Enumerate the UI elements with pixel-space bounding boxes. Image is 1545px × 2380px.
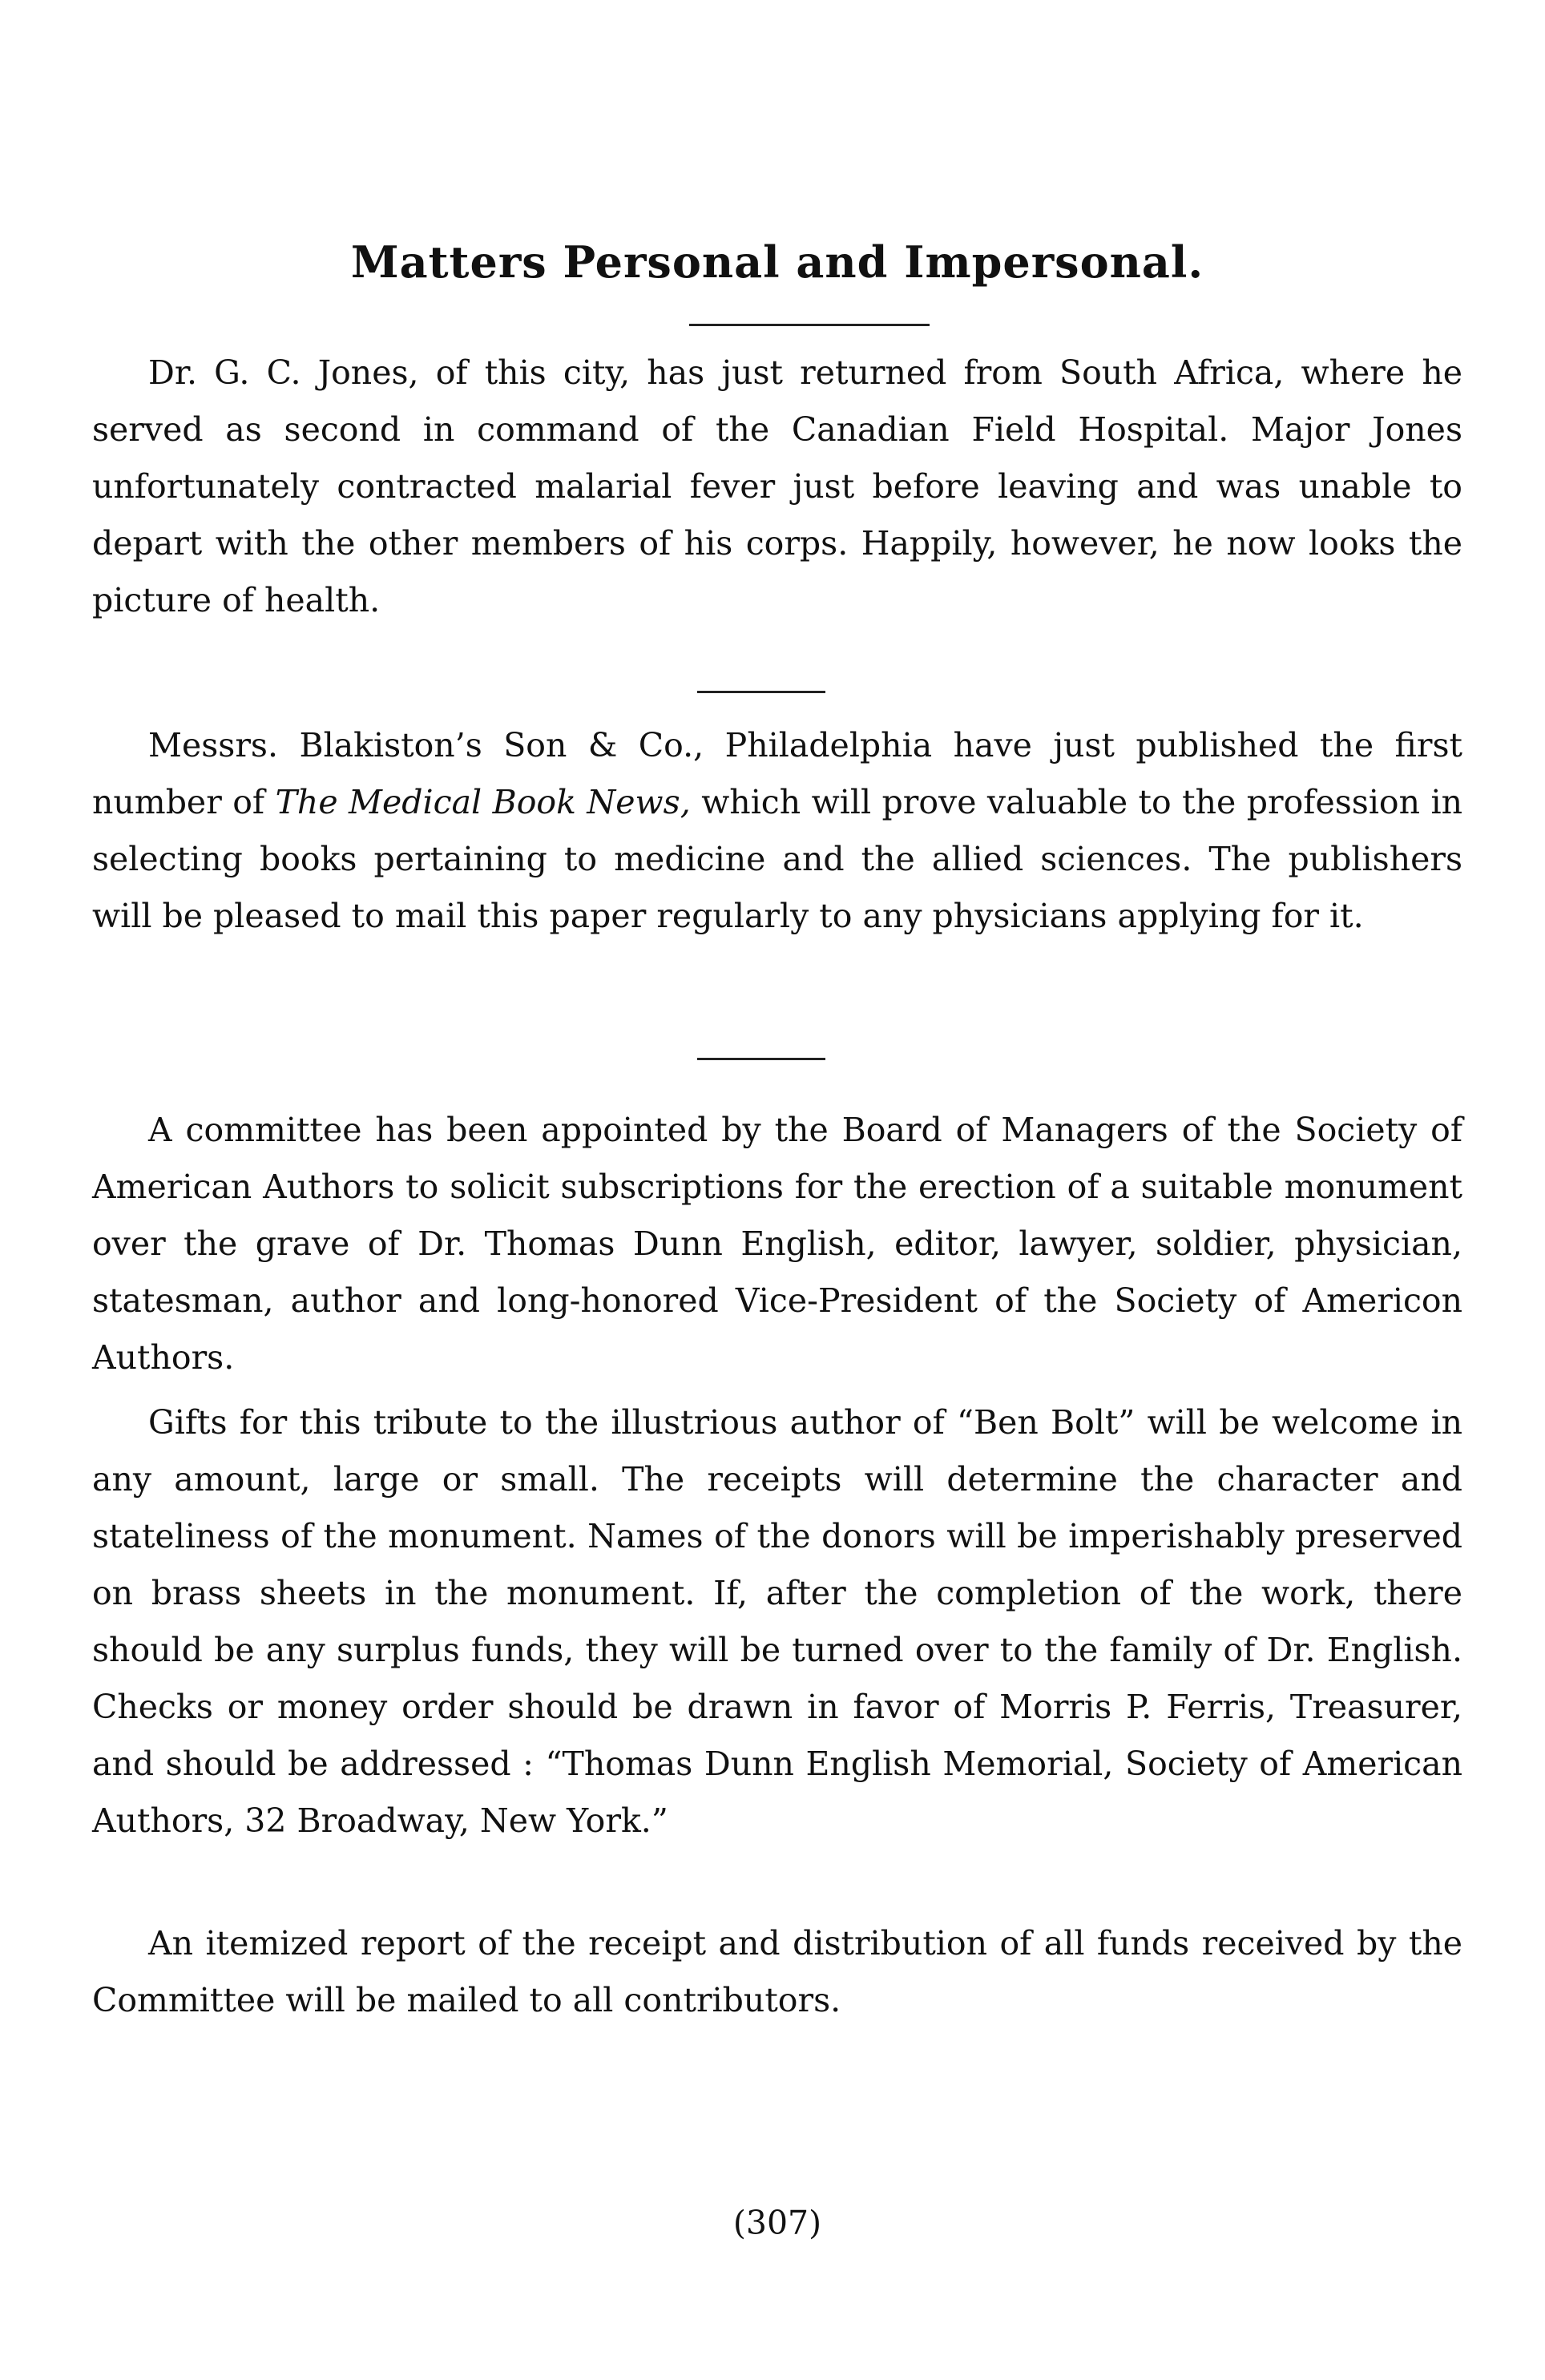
paragraph-blakiston (92, 717, 1462, 945)
paragraph-gifts: Gifts for this tribute to the illustrious author of “Ben Bolt” will be welcome in any amount, large or small. The receipts will determine the character and stateliness of the monument. Names of the donors will be imperishably preserved on brass sheets in the monument. If, after the completion of the work, there should be any surplus funds, they will be turned over to the family of Dr. English. Checks or money order should be drawn in favor of Morris P. Ferris, Treasurer, and should be addressed : “Thomas Dunn English Memorial, Society of American Authors, 32 Broadway, New York.” (92, 1403, 1462, 1840)
page (92, 0, 1462, 2380)
heading-rule (689, 324, 930, 326)
book-title: The Medical Book News, (275, 783, 691, 821)
paragraph-report: An itemized report of the receipt and distribution of all funds received by the Committee will be mailed to all contributors. (92, 1924, 1462, 2019)
paragraph-blakiston-before: Messrs. Blakiston’s Son & Co., Philadelphia have just published the first number of (92, 726, 1462, 821)
page-number: (307) (732, 2204, 822, 2242)
section-heading: Matters Personal and Impersonal. (350, 236, 1204, 288)
paragraph-blakiston-after: which will prove valuable to the profession in selecting books pertaining to medicine and the allied sciences. The publishers will be pleased to mail this paper regularly to any physicians applying for it. (92, 783, 1462, 935)
section-divider (697, 1058, 825, 1060)
paragraph-committee: A committee has been appointed by the Board of Managers of the Society of American Authors to solicit subscriptions for the erection of a suitable monument over the grave of Dr. Thomas Dunn English, editor, lawyer, soldier, physician, statesman, author and long-honored Vice-President of the Society of Americon Authors. (92, 1111, 1462, 1377)
section-divider (697, 691, 825, 693)
paragraph-jones: Dr. G. C. Jones, of this city, has just returned from South Africa, where he served as second in command of the Canadian Field Hospital. Major Jones unfortunately contracted malarial fever just before leaving and was unable to depart with the other members of his corps. Happily, however, he now looks the picture of health. (92, 353, 1462, 619)
